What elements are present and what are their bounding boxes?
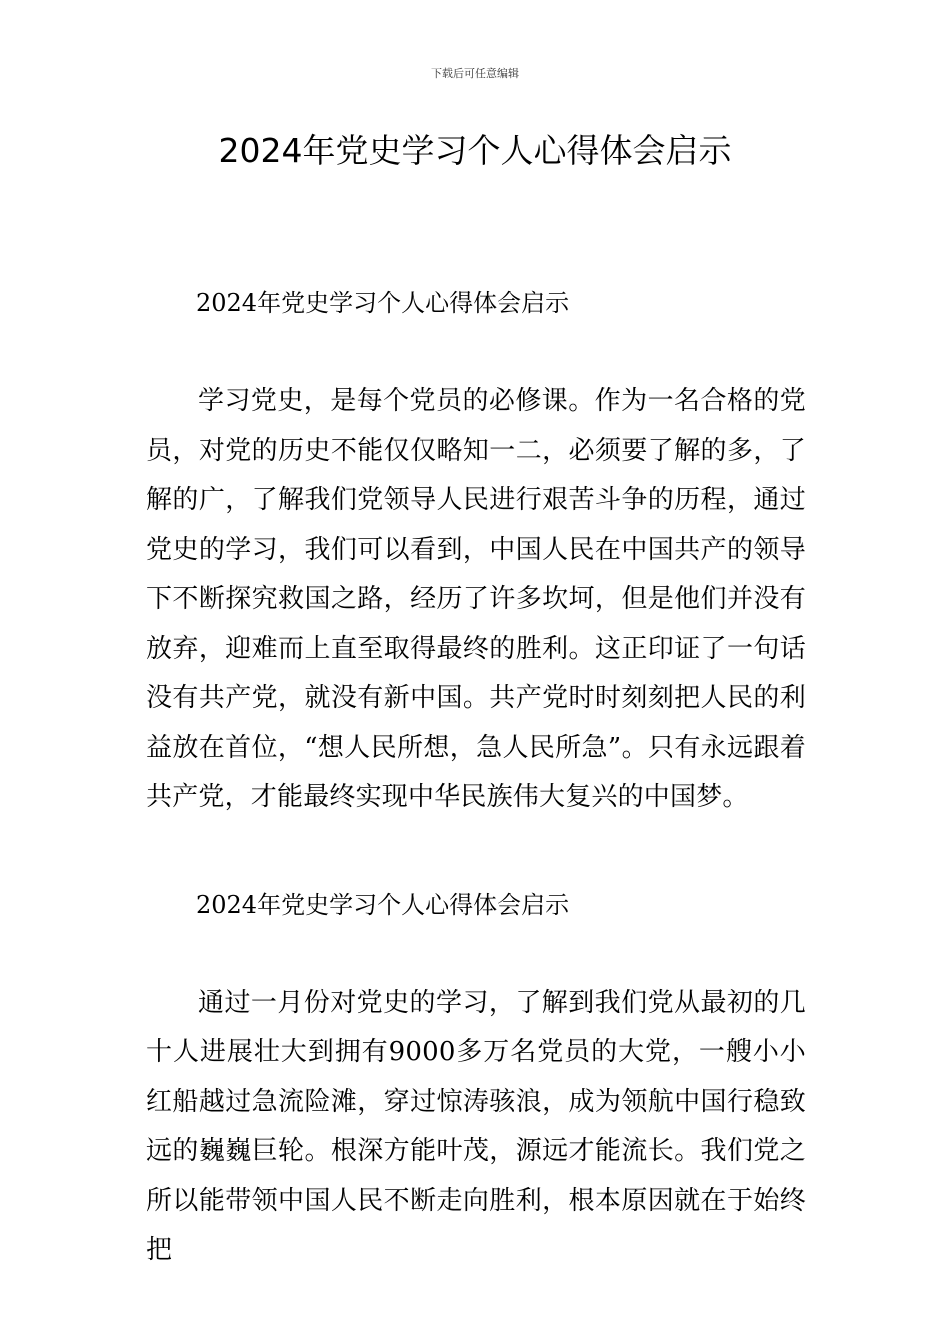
spacer	[146, 823, 806, 880]
section-paragraph: 通过一月份对党史的学习，了解到我们党从最初的几十人进展壮大到拥有9000多万名党员的大党，一艘小小红船越过急流险滩，穿过惊涛骇浪，成为领航中国行稳致远的巍巍巨轮。根深方能叶茂，源远才能流长。我们党之所以能带领中国人民不断走向胜利，根本原因就在于始终把	[146, 987, 806, 1265]
spacer	[146, 328, 806, 377]
section-paragraph: 学习党史，是每个党员的必修课。作为一名合格的党员，对党的历史不能仅仅略知一二，必须要了解的多，了解的广，了解我们党领导人民进行艰苦斗争的历程，通过党史的学习，我们可以看到，中国人民在中国共产的领导下不断探究救国之路，经历了许多坎坷，但是他们并没有放弃，迎难而上直至取得最终的胜利。这正印证了一句话没有共产党，就没有新中国。共产党时时刻刻把人民的利益放在首位，“想人民所想，急人民所急”。只有永远跟着共产党，才能最终实现中华民族伟大复兴的中国梦。	[146, 386, 806, 812]
section-heading: 2024年党史学习个人心得体会启示	[196, 890, 570, 919]
header-note: 下载后可任意编辑	[431, 67, 519, 80]
spacer	[146, 930, 806, 979]
document-body	[146, 278, 806, 1276]
document-title: 2024年党史学习个人心得体会启示	[218, 131, 732, 170]
section-heading: 2024年党史学习个人心得体会启示	[196, 289, 570, 317]
